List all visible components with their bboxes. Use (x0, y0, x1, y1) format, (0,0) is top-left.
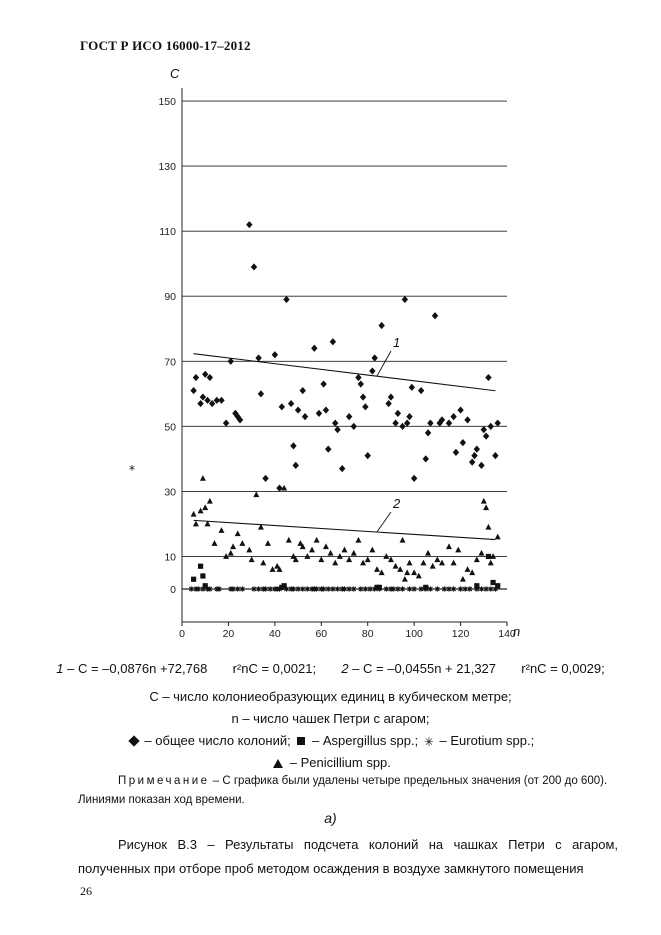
triangle-point (455, 547, 461, 553)
triangle-point (230, 543, 236, 549)
asterisk-point (467, 586, 472, 591)
diamond-point (411, 475, 417, 482)
legend-diamond-text: – общее число колоний; (144, 733, 291, 748)
triangle-point (253, 491, 259, 497)
asterisk-point (351, 586, 356, 591)
asterisk-point (235, 586, 240, 591)
square-point (490, 580, 495, 585)
legend-triangle-text: – Penicillium spp. (289, 755, 391, 770)
asterisk-point (419, 586, 424, 591)
triangle-point (346, 556, 352, 562)
triangle-point (451, 560, 457, 566)
triangle-point (355, 537, 361, 543)
diamond-point (423, 455, 429, 462)
diamond-point (427, 419, 433, 426)
diamond-point (276, 485, 282, 492)
diamond-point (288, 400, 294, 407)
asterisk-point (314, 586, 319, 591)
triangle-point (265, 540, 271, 546)
asterisk-point (256, 586, 261, 591)
note-text: – С графика были удалены четыре предельных значения (от 200 до 600). (209, 775, 608, 787)
y-tick-label: 110 (159, 226, 176, 239)
diamond-point (492, 452, 498, 459)
diamond-point (255, 354, 261, 361)
diamond-point (330, 338, 336, 345)
asterisk-point (189, 586, 194, 591)
diamond-point (279, 403, 285, 410)
triangle-point (218, 527, 224, 533)
diamond-point (193, 374, 199, 381)
trend-line-1 (194, 354, 496, 391)
asterisk-point (305, 586, 310, 591)
asterisk-point (347, 586, 352, 591)
triangle-point (379, 569, 385, 575)
asterisk-point (240, 586, 245, 591)
square-point (486, 554, 491, 559)
diamond-point (283, 296, 289, 303)
square-point (377, 585, 382, 590)
triangle-point (460, 576, 466, 582)
triangle-point (200, 475, 206, 481)
figure-caption: Рисунок В.3 – Результаты подсчета колоний на чашках Петри с агаром, полученных при отборе проб методом осаждения в воздухе замкнутого помещения (78, 837, 618, 876)
diamond-point (320, 380, 326, 387)
diamond-point (365, 452, 371, 459)
chart-labels (129, 66, 520, 639)
triangle-point (495, 534, 501, 540)
trend-line-2 (194, 520, 496, 539)
diamond-point (325, 446, 331, 453)
diamond-point (474, 446, 480, 453)
triangle-point (202, 504, 208, 510)
diamond-point (332, 419, 338, 426)
diamond-point (418, 387, 424, 394)
x-tick-label: 40 (269, 628, 281, 640)
square-point (200, 573, 205, 578)
regression-equations (0, 661, 661, 676)
triangle-point (191, 511, 197, 517)
triangle-point (318, 556, 324, 562)
asterisk-point (428, 586, 433, 591)
line2-formula: C = –0,0455n + 21,327 (363, 661, 497, 676)
triangle-point (374, 566, 380, 572)
triangle-point (407, 560, 413, 566)
asterisk-point (384, 586, 389, 591)
asterisk-point (479, 586, 484, 591)
diamond-point (481, 426, 487, 433)
square-marker-icon (297, 737, 305, 745)
trend-line-label: 1 (393, 335, 401, 350)
square-point (203, 583, 208, 588)
legend-asterisk-text: – Eurotium spp.; (439, 733, 535, 748)
c-definition: C – число колониеобразующих единиц в кубическом метре; (149, 689, 512, 704)
diamond-point (385, 400, 391, 407)
legend-row-1 (0, 733, 661, 749)
asterisk-point (291, 586, 296, 591)
triangle-point (309, 547, 315, 553)
diamond-point (432, 312, 438, 319)
diamond-point (371, 354, 377, 361)
triangle-point (249, 556, 255, 562)
y-tick-label: 0 (170, 584, 176, 596)
diamond-point (388, 393, 394, 400)
y-tick-label: 70 (164, 356, 176, 369)
diamond-point (471, 452, 477, 459)
diamond-point (290, 442, 296, 449)
diamond-point (246, 221, 252, 228)
data-points (189, 221, 501, 592)
diamond-point (258, 390, 264, 397)
asterisk-point (488, 586, 493, 591)
diamond-point (469, 459, 475, 466)
asterisk-point (451, 586, 456, 591)
asterisk-point (395, 586, 400, 591)
diamond-point (425, 429, 431, 436)
diamond-point (316, 410, 322, 417)
diamond-point (453, 449, 459, 456)
asterisk-point (407, 586, 412, 591)
asterisk-point (330, 586, 335, 591)
triangle-point (425, 550, 431, 556)
triangle-point (478, 550, 484, 556)
diamond-point (323, 406, 329, 413)
triangle-point (286, 537, 292, 543)
asterisk-point (300, 586, 305, 591)
note-label: Примечание (118, 775, 210, 787)
legend-square-text: – Aspergillus spp.; (311, 733, 419, 748)
diamond-point (300, 387, 306, 394)
line1-r2: r²nC = 0,0021; (232, 661, 317, 676)
asterisk-point (326, 586, 331, 591)
line1-formula: C = –0,0876n +72,768 (77, 661, 208, 676)
y-tick-label: 130 (158, 161, 176, 174)
diamond-point (392, 419, 398, 426)
triangle-point (481, 498, 487, 504)
diamond-marker-icon (128, 735, 139, 746)
diamond-point (295, 406, 301, 413)
trend-lines (194, 354, 496, 540)
x-tick-label: 120 (451, 628, 470, 640)
diamond-point (460, 439, 466, 446)
triangle-point (228, 550, 234, 556)
triangle-point (351, 550, 357, 556)
x-tick-label: 20 (222, 628, 235, 640)
triangle-point (446, 543, 452, 549)
asterisk-point (358, 586, 363, 591)
y-tick-label: 10 (164, 551, 176, 564)
x-tick-label: 60 (315, 628, 328, 640)
asterisk-point (268, 586, 273, 591)
triangle-point (270, 566, 276, 572)
diamond-point (302, 413, 308, 420)
triangle-point (332, 560, 338, 566)
asterisk-point (412, 586, 417, 591)
diamond-point (485, 374, 491, 381)
asterisk-point (458, 586, 463, 591)
triangle-point (193, 521, 199, 527)
asterisk-point (217, 586, 222, 591)
triangle-point (212, 540, 218, 546)
left-axis-asterisk: * (129, 463, 135, 477)
triangle-point (207, 498, 213, 504)
triangle-point (434, 556, 440, 562)
page-number: 26 (80, 884, 92, 898)
asterisk-point (484, 586, 489, 591)
diamond-point (478, 462, 484, 469)
triangle-point (488, 560, 494, 566)
triangle-point (416, 573, 422, 579)
diamond-point (450, 413, 456, 420)
line2-label: 2 – (341, 661, 360, 676)
legend-row-2 (0, 755, 661, 770)
diamond-point (395, 410, 401, 417)
diamond-point (197, 400, 203, 407)
triangle-point (323, 543, 329, 549)
triangle-point (420, 560, 426, 566)
triangle-point (246, 547, 252, 553)
triangle-point (239, 540, 245, 546)
triangle-point (400, 537, 406, 543)
y-tick-label: 50 (164, 421, 176, 434)
line2-r2: r²nC = 0,0029; (521, 661, 605, 676)
square-point (191, 577, 196, 582)
triangle-point (404, 569, 410, 575)
diamond-point (369, 367, 375, 374)
diamond-point (446, 419, 452, 426)
chart-grid (182, 101, 507, 589)
diamond-point (495, 419, 501, 426)
asterisk-point (363, 586, 368, 591)
triangle-point (314, 537, 320, 543)
triangle-point (439, 560, 445, 566)
diamond-point (272, 351, 278, 358)
panel-label: а) (324, 810, 337, 826)
diamond-point (218, 397, 224, 404)
diamond-point (190, 387, 196, 394)
asterisk-point (442, 586, 447, 591)
triangle-point (430, 563, 436, 569)
square-point (474, 583, 479, 588)
triangle-point (469, 569, 475, 575)
asterisk-point (251, 586, 256, 591)
x-tick-label: 140 (498, 628, 516, 640)
diamond-point (360, 393, 366, 400)
diamond-point (293, 462, 299, 469)
diamond-point (251, 263, 257, 270)
triangle-point (360, 560, 366, 566)
triangle-point (485, 524, 491, 530)
asterisk-point (196, 586, 201, 591)
diamond-point (355, 374, 361, 381)
diamond-point (351, 423, 357, 430)
triangle-point (198, 508, 204, 514)
triangle-point (402, 576, 408, 582)
trend-leader-line (377, 351, 391, 376)
note (78, 772, 618, 810)
diamond-point (378, 322, 384, 329)
diamond-point (358, 380, 364, 387)
asterisk-point (391, 586, 396, 591)
note-text-2: Линиями показан ход времени. (78, 794, 245, 806)
asterisk-point (230, 586, 235, 591)
asterisk-point (367, 586, 372, 591)
diamond-point (262, 475, 268, 482)
diamond-point (223, 419, 229, 426)
asterisk-point (335, 586, 340, 591)
asterisk-point (321, 586, 326, 591)
square-point (282, 583, 287, 588)
square-point (198, 564, 203, 569)
triangle-point (369, 547, 375, 553)
diamond-point (334, 426, 340, 433)
chart-axes (182, 88, 507, 622)
triangle-point (260, 560, 266, 566)
y-tick-label: 150 (158, 96, 176, 109)
trend-line-label: 2 (393, 496, 401, 511)
trend-leader-line (377, 512, 391, 532)
document-header: ГОСТ Р ИСО 16000-17–2012 (80, 38, 251, 53)
asterisk-point (463, 586, 468, 591)
diamond-point (402, 296, 408, 303)
triangle-point (397, 566, 403, 572)
asterisk-point (263, 586, 268, 591)
diamond-point (311, 345, 317, 352)
asterisk-point (207, 586, 212, 591)
triangle-point (388, 556, 394, 562)
diamond-point (346, 413, 352, 420)
triangle-point (328, 550, 334, 556)
x-tick-label: 0 (179, 628, 185, 640)
triangle-point (235, 530, 241, 536)
x-tick-label: 100 (405, 628, 423, 640)
triangle-point (342, 547, 348, 553)
triangle-point (393, 563, 399, 569)
asterisk-point (446, 586, 451, 591)
diamond-point (406, 413, 412, 420)
square-point (495, 583, 500, 588)
diamond-point (362, 403, 368, 410)
asterisk-point (295, 586, 300, 591)
triangle-point (483, 504, 489, 510)
triangle-point (365, 556, 371, 562)
triangle-point (474, 556, 480, 562)
triangle-marker-icon (273, 759, 283, 768)
y-tick-label: 30 (164, 486, 176, 499)
square-point (423, 585, 428, 590)
diamond-point (409, 384, 415, 391)
diamond-point (457, 406, 463, 413)
x-tick-label: 80 (361, 628, 374, 640)
diamond-point (483, 433, 489, 440)
triangle-point (465, 566, 471, 572)
triangle-point (411, 569, 417, 575)
x-axis-label: n (513, 624, 521, 639)
asterisk-marker-icon: ✳ (423, 734, 434, 749)
asterisk-point (400, 586, 405, 591)
y-axis-label: C (170, 66, 180, 81)
line1-label: 1 – (56, 661, 75, 676)
asterisk-point (342, 586, 347, 591)
diamond-point (464, 416, 470, 423)
asterisk-point (435, 586, 440, 591)
diamond-point (339, 465, 345, 472)
diamond-point (488, 423, 494, 430)
n-definition: n – число чашек Петри с агаром; (231, 711, 430, 726)
y-tick-label: 90 (164, 291, 176, 304)
